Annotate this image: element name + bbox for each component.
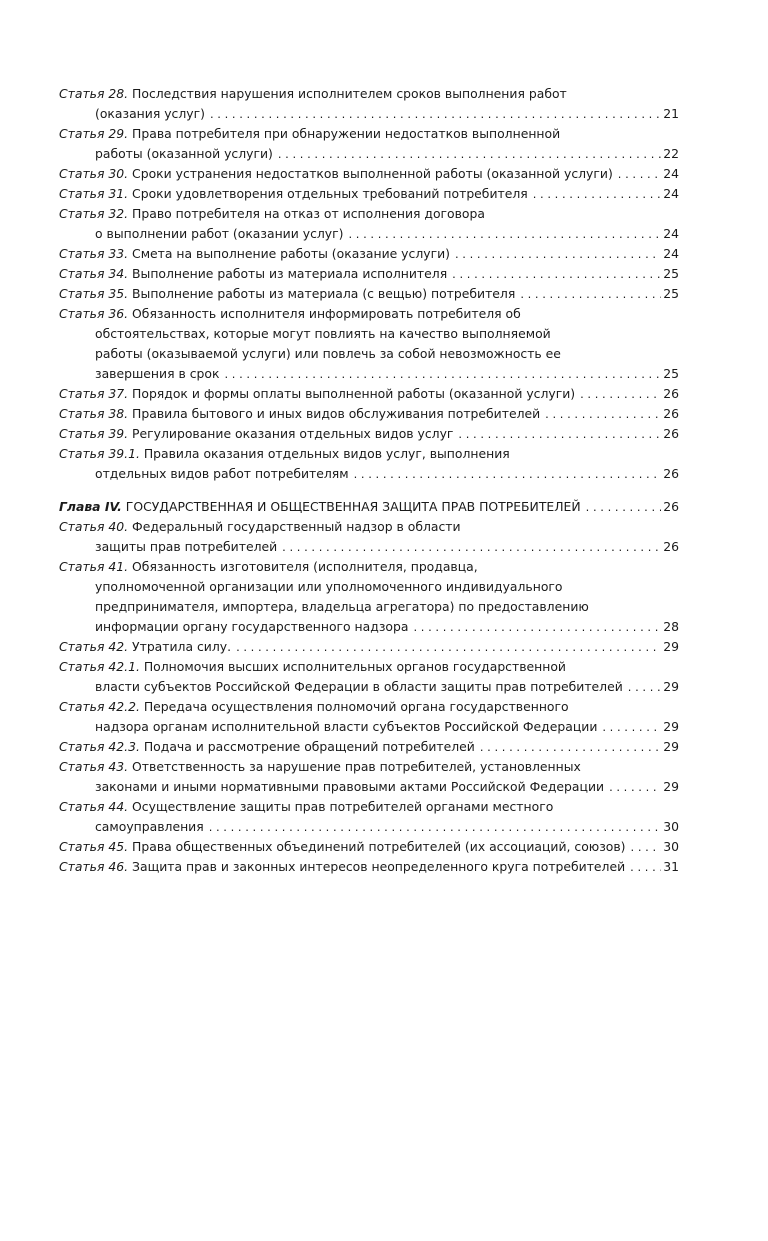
entry-title-text: Регулирование оказания отдельных видов услуг (132, 426, 454, 441)
toc-line (59, 84, 679, 104)
page-number: 25 (663, 266, 679, 281)
article-number: Статья 45. (59, 839, 129, 854)
toc-line (59, 364, 679, 384)
toc-line (59, 717, 679, 737)
entry-title-text: Последствия нарушения исполнителем сроков выполнения работ (132, 86, 567, 101)
article-number: Статья 42. (59, 639, 129, 654)
article-number: Статья 44. (59, 799, 129, 814)
toc-line (59, 464, 679, 484)
article-number: Статья 39.1. (59, 446, 140, 461)
toc-line (59, 857, 679, 877)
toc-article-entry (59, 244, 679, 264)
toc-line (59, 817, 679, 837)
page-number: 24 (663, 166, 679, 181)
article-number: Статья 42.1. (59, 659, 140, 674)
toc-article-entry (59, 837, 679, 857)
article-number: Статья 30. (59, 166, 129, 181)
article-number: Статья 42.2. (59, 699, 140, 714)
article-number: Статья 36. (59, 306, 129, 321)
entry-title-text: отдельных видов работ потребителям (95, 466, 349, 481)
entry-title-text: Право потребителя на отказ от исполнения договора (132, 206, 485, 221)
toc-article-entry (59, 164, 679, 184)
toc-article-entry (59, 204, 679, 244)
toc-line (59, 637, 679, 657)
toc-article-entry (59, 637, 679, 657)
entry-title-text: Правила бытового и иных видов обслуживания потребителей (132, 406, 541, 421)
page-number: 25 (663, 366, 679, 381)
table-of-contents (59, 84, 679, 877)
article-number: Статья 35. (59, 286, 129, 301)
article-number: Статья 37. (59, 386, 129, 401)
page-number: 29 (663, 779, 679, 794)
toc-line (59, 597, 679, 617)
toc-article-entry (59, 184, 679, 204)
toc-line (59, 124, 679, 144)
toc-article-entry (59, 797, 679, 837)
toc-article-entry (59, 517, 679, 557)
dot-leader (631, 837, 662, 857)
article-number: Статья 34. (59, 266, 129, 281)
page-number: 22 (663, 146, 679, 161)
toc-article-entry (59, 757, 679, 797)
toc-article-entry (59, 444, 679, 484)
toc-article-entry (59, 264, 679, 284)
entry-title-text: самоуправления (95, 819, 204, 834)
entry-title-text: Сроки устранения недостатков выполненной работы (оказанной услуги) (132, 166, 613, 181)
page-number: 25 (663, 286, 679, 301)
toc-line (59, 444, 679, 464)
dot-leader (455, 244, 661, 264)
article-number: Статья 33. (59, 246, 129, 261)
article-number: Статья 41. (59, 559, 129, 574)
dot-leader (282, 537, 661, 557)
toc-line (59, 657, 679, 677)
entry-title-text: Передача осуществления полномочий органа государственного (143, 699, 569, 714)
toc-line (59, 264, 679, 284)
toc-line (59, 404, 679, 424)
entry-title-text: Выполнение работы из материала (с вещью) потребителя (132, 286, 516, 301)
entry-title-text: Федеральный государственный надзор в области (132, 519, 461, 534)
toc-article-entry (59, 304, 679, 384)
entry-title-text: Сроки удовлетворения отдельных требований потребителя (132, 186, 528, 201)
dot-leader (630, 857, 661, 877)
page-number: 26 (663, 386, 679, 401)
toc-article-entry (59, 557, 679, 637)
toc-article-entry (59, 124, 679, 164)
chapter-number: Глава IV. (59, 499, 122, 514)
dot-leader (580, 384, 661, 404)
entry-title-text: Правила оказания отдельных видов услуг, выполнения (143, 446, 510, 461)
entry-title-text: Обязанность изготовителя (исполнителя, продавца, (132, 559, 478, 574)
page-number: 29 (663, 719, 679, 734)
article-number: Статья 40. (59, 519, 129, 534)
dot-leader (602, 717, 661, 737)
page-number: 26 (663, 406, 679, 421)
entry-title-text: Защита прав и законных интересов неопределенного круга потребителей (132, 859, 626, 874)
toc-article-entry (59, 737, 679, 757)
dot-leader (618, 164, 661, 184)
toc-line (59, 517, 679, 537)
page-number: 21 (663, 106, 679, 121)
toc-line (59, 577, 679, 597)
toc-line (59, 184, 679, 204)
dot-leader (348, 224, 661, 244)
toc-line (59, 384, 679, 404)
dot-leader (586, 497, 662, 517)
page-number: 30 (663, 839, 679, 854)
dot-leader (458, 424, 661, 444)
page-number: 29 (663, 739, 679, 754)
toc-line (59, 104, 679, 124)
dot-leader (545, 404, 661, 424)
entry-title-text: законами и иными нормативными правовыми актами Российской Федерации (95, 779, 605, 794)
dot-leader (628, 677, 661, 697)
page-number: 26 (663, 426, 679, 441)
toc-line (59, 777, 679, 797)
entry-title-text: Права общественных объединений потребителей (их ассоциаций, союзов) (132, 839, 626, 854)
dot-leader (354, 464, 662, 484)
page-number: 30 (663, 819, 679, 834)
entry-title-text: обстоятельствах, которые могут повлиять на качество выполняемой (95, 326, 551, 341)
toc-line (59, 164, 679, 184)
dot-leader (452, 264, 661, 284)
page-number: 26 (663, 499, 679, 514)
page-number: 26 (663, 539, 679, 554)
entry-title-text: завершения в срок (95, 366, 220, 381)
entry-title-text: уполномоченной организации или уполномоченного индивидуального (95, 579, 563, 594)
page-number: 24 (663, 186, 679, 201)
toc-line (59, 617, 679, 637)
entry-title-text: Ответственность за нарушение прав потребителей, установленных (132, 759, 581, 774)
toc-line (59, 424, 679, 444)
toc-line (59, 837, 679, 857)
toc-line (59, 497, 679, 517)
entry-title-text: надзора органам исполнительной власти субъектов Российской Федерации (95, 719, 598, 734)
article-number: Статья 42.3. (59, 739, 140, 754)
page-number: 29 (663, 639, 679, 654)
entry-title-text: работы (оказанной услуги) (95, 146, 273, 161)
page-number: 29 (663, 679, 679, 694)
entry-title-text: ГОСУДАРСТВЕННАЯ И ОБЩЕСТВЕННАЯ ЗАЩИТА ПРАВ ПОТРЕБИТЕЛЕЙ (125, 499, 581, 514)
toc-line (59, 324, 679, 344)
entry-title-text: (оказания услуг) (95, 106, 205, 121)
entry-title-text: Утратила силу. (132, 639, 232, 654)
toc-line (59, 537, 679, 557)
article-number: Статья 46. (59, 859, 129, 874)
entry-title-text: власти субъектов Российской Федерации в области защиты прав потребителей (95, 679, 623, 694)
toc-line (59, 797, 679, 817)
page-number: 24 (663, 226, 679, 241)
dot-leader (210, 104, 661, 124)
toc-chapter-entry (59, 497, 679, 517)
article-number: Статья 38. (59, 406, 129, 421)
article-number: Статья 39. (59, 426, 129, 441)
toc-article-entry (59, 384, 679, 404)
toc-line (59, 697, 679, 717)
toc-line (59, 244, 679, 264)
toc-article-entry (59, 284, 679, 304)
article-number: Статья 32. (59, 206, 129, 221)
toc-line (59, 757, 679, 777)
article-number: Статья 31. (59, 186, 129, 201)
toc-article-entry (59, 697, 679, 737)
dot-leader (413, 617, 661, 637)
toc-line (59, 144, 679, 164)
entry-title-text: Подача и рассмотрение обращений потребителей (143, 739, 475, 754)
article-number: Статья 28. (59, 86, 129, 101)
entry-title-text: Осуществление защиты прав потребителей органами местного (132, 799, 554, 814)
toc-line (59, 737, 679, 757)
dot-leader (520, 284, 661, 304)
entry-title-text: предпринимателя, импортера, владельца агрегатора) по предоставлению (95, 599, 589, 614)
dot-leader (224, 364, 661, 384)
dot-leader (278, 144, 661, 164)
dot-leader (236, 637, 661, 657)
toc-article-entry (59, 404, 679, 424)
entry-title-text: Обязанность исполнителя информировать потребителя об (132, 306, 521, 321)
page-number: 31 (663, 859, 679, 874)
toc-line (59, 204, 679, 224)
entry-title-text: Права потребителя при обнаружении недостатков выполненной (132, 126, 561, 141)
entry-title-text: Выполнение работы из материала исполнителя (132, 266, 448, 281)
dot-leader (609, 777, 661, 797)
page-number: 28 (663, 619, 679, 634)
dot-leader (480, 737, 661, 757)
toc-line (59, 224, 679, 244)
toc-article-entry (59, 857, 679, 877)
dot-leader (533, 184, 662, 204)
toc-article-entry (59, 657, 679, 697)
entry-title-text: информации органу государственного надзора (95, 619, 409, 634)
toc-line (59, 557, 679, 577)
entry-title-text: защиты прав потребителей (95, 539, 278, 554)
toc-line (59, 304, 679, 324)
article-number: Статья 43. (59, 759, 129, 774)
entry-title-text: о выполнении работ (оказании услуг) (95, 226, 344, 241)
toc-line (59, 677, 679, 697)
article-number: Статья 29. (59, 126, 129, 141)
toc-line (59, 284, 679, 304)
toc-line (59, 344, 679, 364)
toc-article-entry (59, 424, 679, 444)
entry-title-text: Порядок и формы оплаты выполненной работы (оказанной услуги) (132, 386, 576, 401)
entry-title-text: Смета на выполнение работы (оказание услуги) (132, 246, 450, 261)
toc-article-entry (59, 84, 679, 124)
page-number: 26 (663, 466, 679, 481)
page-number: 24 (663, 246, 679, 261)
entry-title-text: Полномочия высших исполнительных органов государственной (143, 659, 566, 674)
dot-leader (209, 817, 662, 837)
entry-title-text: работы (оказываемой услуги) или повлечь за собой невозможность ее (95, 346, 561, 361)
